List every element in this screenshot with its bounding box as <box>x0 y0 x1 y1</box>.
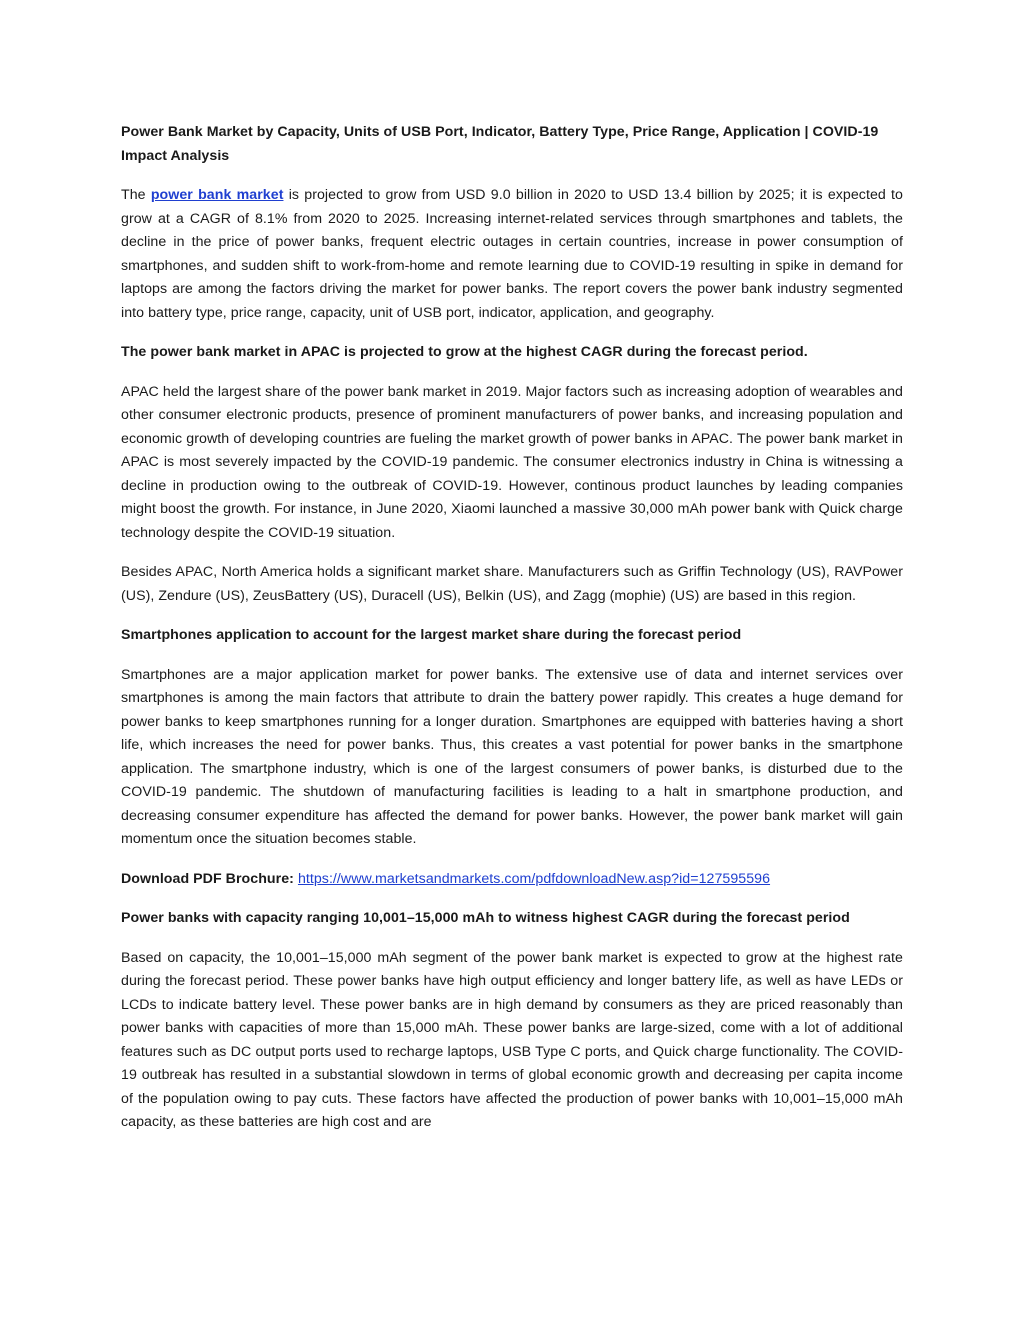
power-bank-market-link[interactable]: power bank market <box>150 187 284 203</box>
brochure-line <box>121 868 903 892</box>
paragraph-capacity: Based on capacity, the 10,001–15,000 mAh segment of the power bank market is expected to grow at the highest rate during the forecast period. These power banks have high output efficiency and longer battery life, as well as have LEDs or LCDs to indicate battery level. These power banks are in high demand by consumers as they are priced reasonably than power banks with capacities of more than 15,000 mAh. These power banks are large-sized, come with a lot of additional features such as DC output ports used to recharge laptops, USB Type C ports, and Quick charge functionality. The COVID-19 outbreak has resulted in a substantial slowdown in terms of global economic growth and decreasing per capita income of the population owing to pay cuts. These factors have affected the production of power banks with 10,001–15,000 mAh capacity, as these batteries are high cost and are <box>121 949 903 1130</box>
brochure-label: Download PDF Brochure: <box>121 870 294 887</box>
intro-paragraph <box>121 184 903 325</box>
intro-rest: is projected to grow from USD 9.0 billion in 2020 to USD 13.4 billion by 2025; it is expected to grow at a CAGR of 8.1% from 2020 to 2025. Increasing internet-related services through smartphones and tablets, the decline in the price of power banks, frequent electric outages in certain countries, increase in power consumption of smartphones, and sudden shift to work-from-home and remote learning due to COVID-19 resulting in spike in demand for laptops are among the factors driving the market for power banks. The report covers the power bank industry segmented into battery type, price range, capacity, unit of USB port, indicator, application, and geography. <box>121 187 903 321</box>
heading-smartphones: Smartphones application to account for the largest market share during the forecast period <box>121 627 742 643</box>
paragraph-north-america: Besides APAC, North America holds a significant market share. Manufacturers such as Griffin Technology (US), RAVPower (US), Zendure (US), ZeusBattery (US), Duracell (US), Belkin (US), and Zagg (mophie) (US) are based in this region. <box>121 564 903 604</box>
brochure-link[interactable]: https://www.marketsandmarkets.com/pdfdownloadNew.asp?id=127595596 <box>297 870 771 887</box>
paragraph-smartphones: Smartphones are a major application market for power banks. The extensive use of data and internet services over smartphones is among the main factors that attribute to drain the battery power rapidly. This creates a huge demand for power banks to keep smartphones running for a longer duration. Smartphones are equipped with batteries having a short life, which increases the need for power banks. Thus, this creates a vast potential for power banks in the smartphone application. The smartphone industry, which is one of the largest consumers of power banks, is disturbed due to the COVID-19 pandemic. The shutdown of manufacturing facilities is leading to a halt in smartphone production, and decreasing consumer expenditure has affected the demand for power banks. However, the power bank market will gain momentum once the situation becomes stable. <box>121 666 903 847</box>
document-title: Power Bank Market by Capacity, Units of USB Port, Indicator, Battery Type, Price Range, Application | COVID-19 Impact Analysis <box>121 124 879 164</box>
heading-apac: The power bank market in APAC is projected to grow at the highest CAGR during the forecast period. <box>121 344 808 360</box>
heading-capacity: Power banks with capacity ranging 10,001–15,000 mAh to witness highest CAGR during the forecast period <box>121 910 850 926</box>
paragraph-apac: APAC held the largest share of the power bank market in 2019. Major factors such as increasing adoption of wearables and other consumer electronic products, presence of prominent manufacturers of power banks, and increasing population and economic growth of developing countries are fueling the market growth of power banks in APAC. The power bank market in APAC is most severely impacted by the COVID-19 pandemic. The consumer electronics industry in China is witnessing a decline in production owing to the outbreak of COVID-19. However, continous product launches by leading companies might boost the growth. For instance, in June 2020, Xiaomi launched a massive 30,000 mAh power bank with Quick charge technology despite the COVID-19 situation. <box>121 383 903 541</box>
intro-lead: The <box>121 187 151 203</box>
